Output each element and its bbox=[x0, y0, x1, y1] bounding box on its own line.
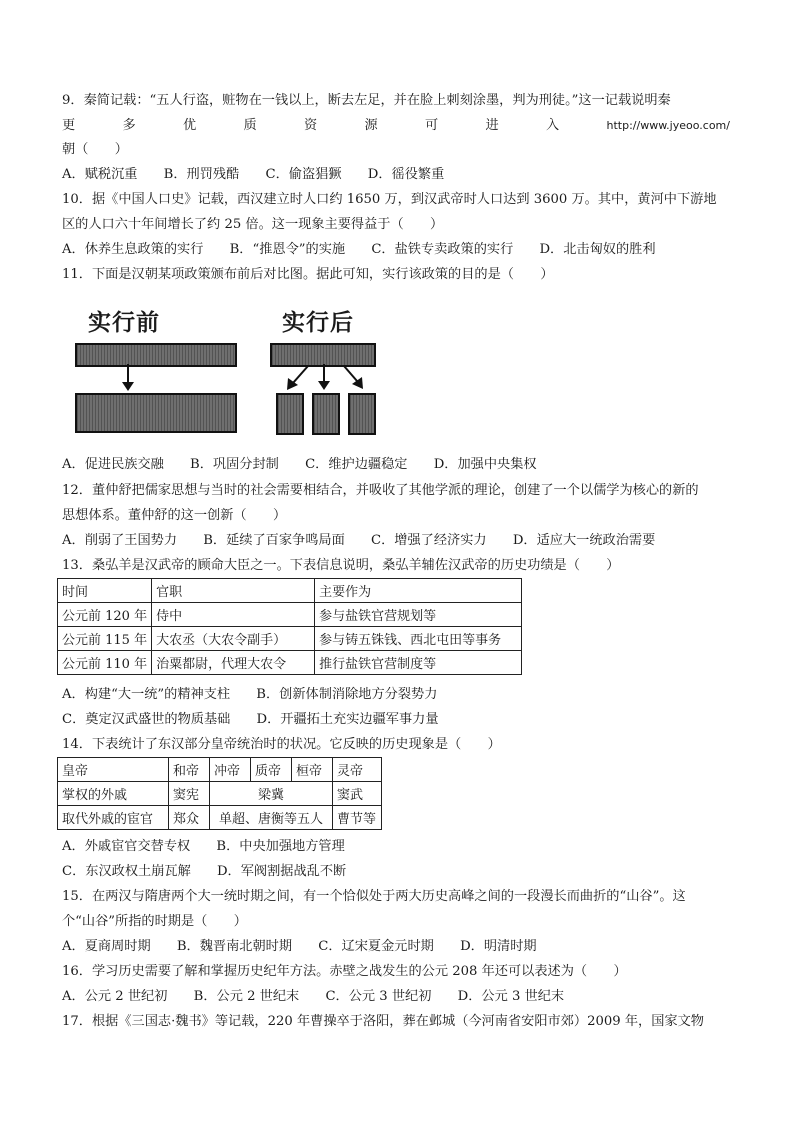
table-cell: 推行盐铁官营制度等 bbox=[315, 651, 522, 675]
table-cell: 桓帝 bbox=[292, 758, 333, 782]
table-cell: 公元前 110 年 bbox=[58, 651, 152, 675]
watermark-word: 进 bbox=[485, 118, 499, 133]
q16-options bbox=[62, 988, 586, 1006]
q14-table bbox=[57, 757, 382, 830]
q15-stem-line2: 个“山谷”所指的时期是（ ） bbox=[62, 914, 247, 929]
q12-stem-line2: 思想体系。董仲舒的这一创新（ ） bbox=[62, 508, 287, 523]
option-d: D．开疆拓土充实边疆军事力量 bbox=[256, 712, 439, 727]
option-c: C．盐铁专卖政策的实行 bbox=[371, 242, 514, 257]
q16-stem: 16．学习历史需要了解和掌握历史纪年方法。赤壁之战发生的公元 208 年还可以表述为（ ） bbox=[62, 964, 627, 979]
table-cell: 参与铸五铢钱、西北屯田等事务 bbox=[315, 627, 522, 651]
table-cell: 窦宪 bbox=[169, 782, 210, 806]
table-row bbox=[58, 627, 522, 651]
option-d: D．加强中央集权 bbox=[433, 457, 537, 472]
diagram-after-title: 实行后 bbox=[282, 309, 354, 336]
after-lower-block-2 bbox=[312, 393, 340, 435]
table-cell: 公元前 115 年 bbox=[58, 627, 152, 651]
option-b: B．巩固分封制 bbox=[190, 457, 279, 472]
watermark-word: 源 bbox=[364, 118, 378, 133]
option-a: A．构建“大一统”的精神支柱 bbox=[62, 687, 231, 702]
watermark-word: 更 bbox=[62, 118, 76, 133]
option-b: B．创新体制消除地方分裂势力 bbox=[256, 687, 438, 702]
watermark-word: 入 bbox=[546, 118, 560, 133]
table-cell: 侍中 bbox=[152, 603, 315, 627]
q10-stem-line2: 区的人口六十年间增长了约 25 倍。这一现象主要得益于（ ） bbox=[62, 217, 444, 232]
table-row bbox=[58, 603, 522, 627]
table-cell: 冲帝 bbox=[210, 758, 251, 782]
q13-options-row1 bbox=[62, 686, 459, 704]
option-c: C．东汉政权土崩瓦解 bbox=[62, 864, 191, 879]
watermark-word: 质 bbox=[243, 118, 257, 133]
option-c: C．辽宋夏金元时期 bbox=[318, 939, 434, 954]
option-c: C．增强了经济实力 bbox=[371, 533, 487, 548]
watermark-word: 资 bbox=[304, 118, 318, 133]
q11-stem: 11．下面是汉朝某项政策颁布前后对比图。据此可知，实行该政策的目的是（ ） bbox=[62, 267, 554, 282]
q10-stem-line1: 10．据《中国人口史》记载，西汉建立时人口约 1650 万，到汉武帝时人口达到 3600 万。其中，黄河中下游地 bbox=[62, 192, 717, 207]
q14-options-row1 bbox=[62, 838, 367, 856]
table-row bbox=[58, 782, 382, 806]
table-header-row bbox=[58, 579, 522, 603]
watermark-word: 优 bbox=[183, 118, 197, 133]
option-c: C．维护边疆稳定 bbox=[305, 457, 408, 472]
q15-stem-line1: 15．在两汉与隋唐两个大一统时期之间，有一个恰似处于两大历史高峰之间的一段漫长而曲折的“山谷”。这 bbox=[62, 889, 686, 904]
option-a: A．休养生息政策的实行 bbox=[62, 242, 204, 257]
table-row bbox=[58, 651, 522, 675]
q15-options bbox=[62, 938, 559, 956]
q13-table bbox=[57, 578, 522, 675]
option-b: B．延续了百家争鸣局面 bbox=[203, 533, 345, 548]
option-a: A．外戚宦官交替专权 bbox=[62, 839, 191, 854]
table-header: 官职 bbox=[152, 579, 315, 603]
option-b: B．刑罚残酷 bbox=[163, 167, 240, 182]
table-header: 时间 bbox=[58, 579, 152, 603]
diagram-before-title: 实行前 bbox=[88, 309, 160, 336]
q14-stem: 14．下表统计了东汉部分皇帝统治时的状况。它反映的历史现象是（ ） bbox=[62, 737, 501, 752]
q9-watermark-line bbox=[62, 117, 730, 135]
before-upper-block bbox=[75, 343, 237, 367]
table-cell: 大农丞（大农令副手） bbox=[152, 627, 315, 651]
table-cell: 单超、唐衡等五人 bbox=[210, 806, 333, 830]
option-b: B．魏晋南北朝时期 bbox=[176, 939, 293, 954]
option-a: A．削弱了王国势力 bbox=[62, 533, 178, 548]
q9-options bbox=[62, 166, 466, 184]
q12-stem-line1: 12．董仲舒把儒家思想与当时的社会需要相结合，并吸收了其他学派的理论，创建了一个以儒学为核心的新的 bbox=[62, 483, 699, 498]
option-a: A．公元 2 世纪初 bbox=[62, 989, 168, 1004]
table-row bbox=[58, 806, 382, 830]
after-lower-block-3 bbox=[348, 393, 376, 435]
option-d: D．明清时期 bbox=[460, 939, 537, 954]
option-a: A．夏商周时期 bbox=[62, 939, 151, 954]
table-cell: 郑众 bbox=[169, 806, 210, 830]
after-lower-block-1 bbox=[276, 393, 304, 435]
table-cell: 参与盐铁官营规划等 bbox=[315, 603, 522, 627]
table-cell: 皇帝 bbox=[58, 758, 169, 782]
option-b: B．公元 2 世纪末 bbox=[193, 989, 300, 1004]
option-d: D．徭役繁重 bbox=[367, 167, 445, 182]
q14-options-row2 bbox=[62, 863, 368, 881]
table-cell: 掌权的外戚 bbox=[58, 782, 169, 806]
option-c: C．公元 3 世纪初 bbox=[325, 989, 432, 1004]
q17-stem: 17．根据《三国志·魏书》等记载，220 年曹操卒于洛阳，葬在邺城（今河南省安阳市郊）2009 年，国家文物 bbox=[62, 1014, 704, 1029]
table-cell: 梁冀 bbox=[210, 782, 333, 806]
table-cell: 灵帝 bbox=[333, 758, 382, 782]
option-d: D．公元 3 世纪末 bbox=[457, 989, 565, 1004]
watermark-word: 可 bbox=[425, 118, 439, 133]
table-cell: 和帝 bbox=[169, 758, 210, 782]
policy-comparison-diagram bbox=[70, 304, 390, 436]
table-header: 主要作为 bbox=[315, 579, 522, 603]
option-c: C．偷盗猖獗 bbox=[265, 167, 342, 182]
table-cell: 治粟都尉，代理大农令 bbox=[152, 651, 315, 675]
table-cell: 公元前 120 年 bbox=[58, 603, 152, 627]
q11-options bbox=[62, 456, 559, 474]
option-c: C．奠定汉武盛世的物质基础 bbox=[62, 712, 231, 727]
before-lower-block bbox=[75, 393, 237, 433]
option-b: B．中央加强地方管理 bbox=[216, 839, 345, 854]
table-cell: 取代外戚的宦官 bbox=[58, 806, 169, 830]
table-cell: 质帝 bbox=[251, 758, 292, 782]
q10-options bbox=[62, 241, 678, 259]
table-cell: 曹节等 bbox=[333, 806, 382, 830]
watermark-url-link[interactable]: http://www.jyeoo.com/ bbox=[606, 119, 730, 132]
table-row bbox=[58, 758, 382, 782]
watermark-word: 多 bbox=[122, 118, 136, 133]
option-a: A．赋税沉重 bbox=[62, 167, 138, 182]
q13-stem: 13．桑弘羊是汉武帝的顾命大臣之一。下表信息说明，桑弘羊辅佐汉武帝的历史功绩是（ ） bbox=[62, 558, 620, 573]
option-d: D．适应大一统政治需要 bbox=[512, 533, 656, 548]
q9-stem: 9．秦简记载：“五人行盗，赃物在一钱以上，断去左足，并在脸上刺刻涂墨，判为刑徒。”这一记载说明秦 bbox=[62, 93, 671, 108]
q13-options-row2 bbox=[62, 711, 461, 729]
option-d: D．北击匈奴的胜利 bbox=[539, 242, 656, 257]
option-a: A．促进民族交融 bbox=[62, 457, 164, 472]
option-d: D．军阀割据战乱不断 bbox=[216, 864, 347, 879]
table-cell: 窦武 bbox=[333, 782, 382, 806]
option-b: B．“推恩令”的实施 bbox=[229, 242, 346, 257]
q12-options bbox=[62, 532, 677, 550]
split-arrows-icon bbox=[282, 364, 372, 392]
q9-stem-end: 朝（ ） bbox=[62, 142, 128, 157]
down-arrow-icon bbox=[118, 364, 138, 392]
